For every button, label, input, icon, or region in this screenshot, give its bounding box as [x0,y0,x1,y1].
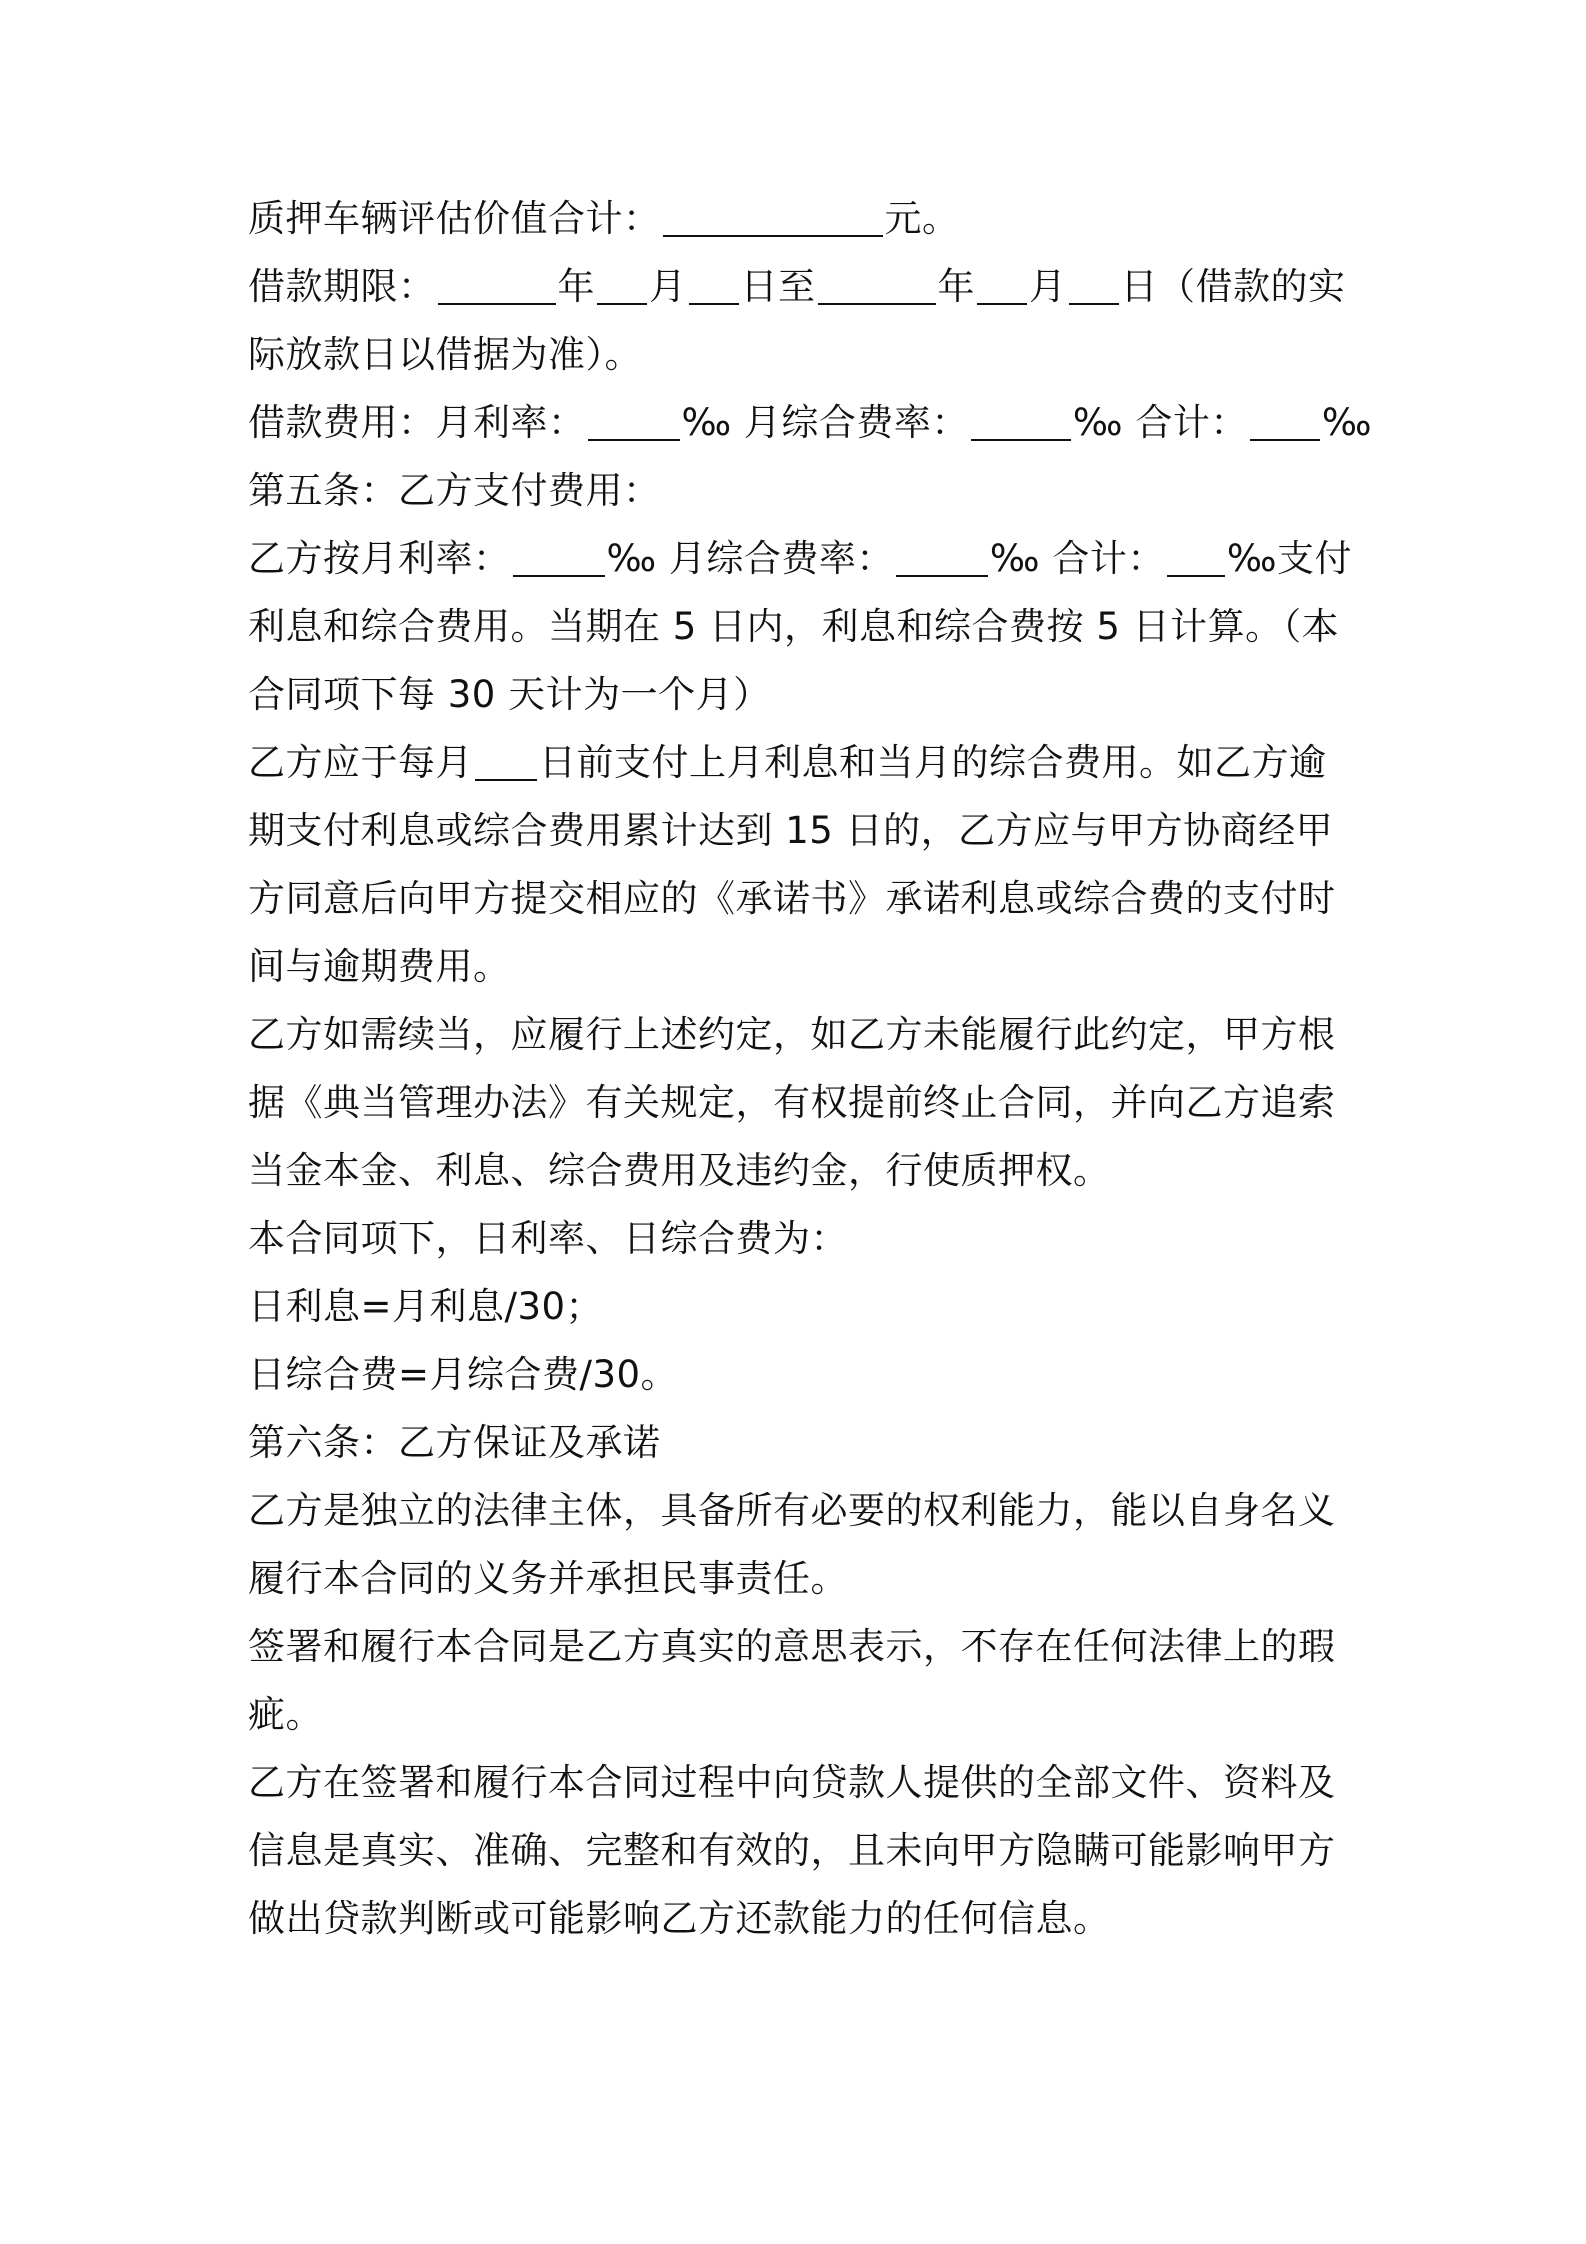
paragraph-line: 当金本金、利息、综合费用及违约金，行使质押权。 [248,1149,1111,1192]
start-month-blank [597,263,647,305]
paragraph-line: 方同意后向甲方提交相应的《承诺书》承诺利息或综合费的支付时 [248,877,1336,920]
formula-line: 日利息=月利息/30； [248,1285,604,1328]
paragraph-line: 际放款日以借据为准）。 [248,333,642,376]
paragraph-line: 乙方在签署和履行本合同过程中向贷款人提供的全部文件、资料及 [248,1761,1336,1804]
valuation-blank [663,195,883,237]
article-six-heading: 第六条：乙方保证及承诺 [248,1421,661,1464]
monthly-fee-rate-blank [971,399,1071,441]
end-day-blank [1069,263,1119,305]
total-rate-blank [1250,399,1320,441]
loan-term-line: 借款期限： 年 月 日至 年 月 日（借款的实 [248,265,1346,308]
party-b-monthly-rate-blank [513,535,605,577]
payment-day-line: 乙方应于每月 日前支付上月利息和当月的综合费用。如乙方逾 [248,741,1327,784]
loan-fee-line: 借款费用：月利率： ‰ 月综合费率： ‰ 合计： ‰ [248,401,1372,444]
start-year-blank [438,263,556,305]
paragraph-line: 乙方是独立的法律主体，具备所有必要的权利能力，能以自身名义 [248,1489,1336,1532]
vehicle-valuation-line: 质押车辆评估价值合计： 元。 [248,197,960,240]
end-month-blank [977,263,1027,305]
paragraph-line: 间与逾期费用。 [248,945,511,988]
document-body [248,185,1372,1953]
party-b-total-blank [1167,535,1225,577]
paragraph-line: 利息和综合费用。当期在 5 日内，利息和综合费按 5 日计算。（本 [248,605,1340,648]
paragraph-line: 疵。 [248,1693,323,1736]
paragraph-line: 据《典当管理办法》有关规定，有权提前终止合同，并向乙方追索 [248,1081,1336,1124]
end-year-blank [818,263,936,305]
paragraph-line: 合同项下每 30 天计为一个月） [248,673,771,716]
start-day-blank [689,263,739,305]
paragraph-line: 期支付利息或综合费用累计达到 15 日的，乙方应与甲方协商经甲 [248,809,1334,852]
monthly-rate-blank [588,399,680,441]
article-five-heading: 第五条：乙方支付费用： [248,469,661,512]
paragraph-line: 信息是真实、准确、完整和有效的，且未向甲方隐瞒可能影响甲方 [248,1829,1336,1872]
formula-line: 日综合费=月综合费/30。 [248,1353,679,1396]
paragraph-line: 履行本合同的义务并承担民事责任。 [248,1557,848,1600]
payment-day-blank [475,739,537,781]
paragraph-line: 做出贷款判断或可能影响乙方还款能力的任何信息。 [248,1897,1111,1940]
paragraph-line: 签署和履行本合同是乙方真实的意思表示，不存在任何法律上的瑕 [248,1625,1336,1668]
payment-rate-line: 乙方按月利率： ‰ 月综合费率： ‰ 合计： ‰支付 [248,537,1352,580]
paragraph-line: 乙方如需续当，应履行上述约定，如乙方未能履行此约定，甲方根 [248,1013,1336,1056]
party-b-fee-rate-blank [896,535,988,577]
paragraph-line: 本合同项下，日利率、日综合费为： [248,1217,848,1260]
